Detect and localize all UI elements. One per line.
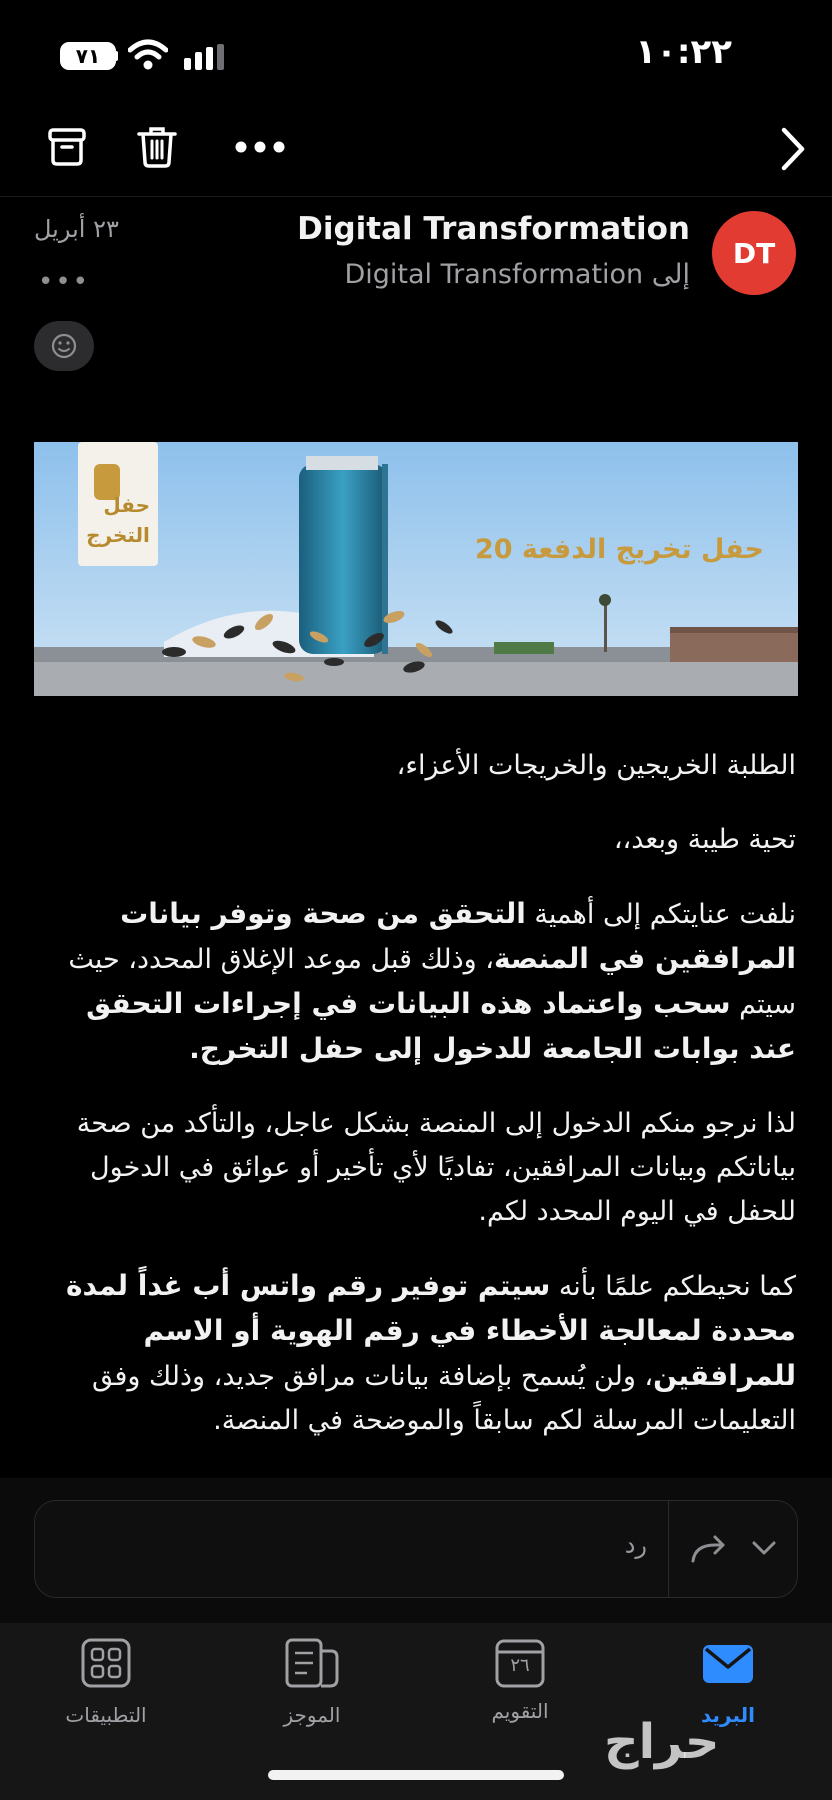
paragraph-2: لذا نرجو منكم الدخول إلى المنصة بشكل عاجل، والتأكد من صحة بياناتكم وبيانات المرافقين، تفاديًا لأي تأخير أو عوائق في الدخول للحفل في اليوم المحدد لكم.	[76, 1108, 796, 1227]
email-header	[0, 197, 832, 377]
paragraph-1: نلفت عنايتكم إلى أهمية التحقق من صحة وتوفر بيانات المرافقين في المنصة، وذلك قبل موعد الإغلاق المحدد، حيث سيتم سحب واعتماد هذه البيانات في إجراءات التحقق عند بوابات الجامعة للدخول إلى حفل التخرج.	[68, 897, 796, 1065]
battery-indicator: ٧١	[60, 42, 116, 70]
calendar-day: ٢٦	[510, 1655, 530, 1676]
email-toolbar	[0, 110, 832, 197]
greeting: الطلبة الخريجين والخريجات الأعزاء،	[396, 750, 796, 781]
header-more-icon[interactable]: •••	[38, 267, 91, 297]
apps-grid-icon	[80, 1637, 132, 1689]
ellipsis-icon[interactable]	[234, 140, 286, 154]
email-date: ٢٣ أبريل	[34, 215, 119, 243]
reaction-button[interactable]	[34, 321, 94, 371]
email-body	[34, 744, 796, 1474]
reply-label: رد	[624, 1531, 647, 1559]
salutation: تحية طيبة وبعد،،	[613, 824, 796, 855]
mail-icon	[700, 1637, 756, 1689]
tab-calendar[interactable]	[440, 1637, 600, 1723]
recipient-line[interactable]: إلى Digital Transformation	[344, 259, 690, 290]
battery-cap	[114, 51, 118, 61]
reply-bar	[0, 1478, 832, 1623]
tab-digest[interactable]	[232, 1637, 392, 1727]
home-indicator[interactable]	[268, 1770, 564, 1780]
banner-title: حفل تخريج الدفعة 20	[474, 534, 764, 565]
tab-apps-label: التطبيقات	[65, 1703, 147, 1727]
forward-arrow-icon[interactable]	[689, 1531, 729, 1567]
graduation-banner-image	[34, 442, 798, 696]
status-clock: ١٠:٢٢	[635, 32, 732, 72]
smiley-icon	[49, 331, 79, 361]
tab-digest-label: الموجز	[283, 1703, 341, 1727]
status-bar	[0, 0, 832, 110]
archive-box-icon[interactable]	[44, 124, 90, 170]
wifi-icon	[128, 38, 168, 72]
tab-calendar-label: التقويم	[491, 1699, 549, 1723]
sender-avatar[interactable]: DT	[712, 211, 796, 295]
digest-icon	[283, 1637, 341, 1689]
sender-name[interactable]: Digital Transformation	[297, 211, 690, 247]
chevron-right-icon[interactable]	[778, 124, 808, 174]
reply-separator	[668, 1501, 669, 1597]
trash-icon[interactable]	[134, 124, 180, 170]
tab-mail-label: البريد	[700, 1703, 756, 1727]
reply-field[interactable]	[34, 1500, 798, 1598]
tab-apps[interactable]	[26, 1637, 186, 1727]
chevron-down-icon[interactable]	[751, 1537, 777, 1559]
cellular-signal-icon	[184, 44, 228, 70]
banner-logo-text-2: التخرج	[86, 523, 150, 547]
banner-logo-text-1: حفل	[103, 493, 150, 517]
watermark-logo: حراج	[604, 1714, 720, 1770]
paragraph-3: كما نحيطكم علمًا بأنه سيتم توفير رقم واتس أب غداً لمدة محددة لمعالجة الأخطاء في رقم الهوية أو الاسم للمرافقين، ولن يُسمح بإضافة بيانات مرافق جديد، وذلك وفق التعليمات المرسلة لكم سابقاً والموضحة في المنصة.	[66, 1269, 796, 1436]
banner-illustration	[34, 442, 798, 696]
